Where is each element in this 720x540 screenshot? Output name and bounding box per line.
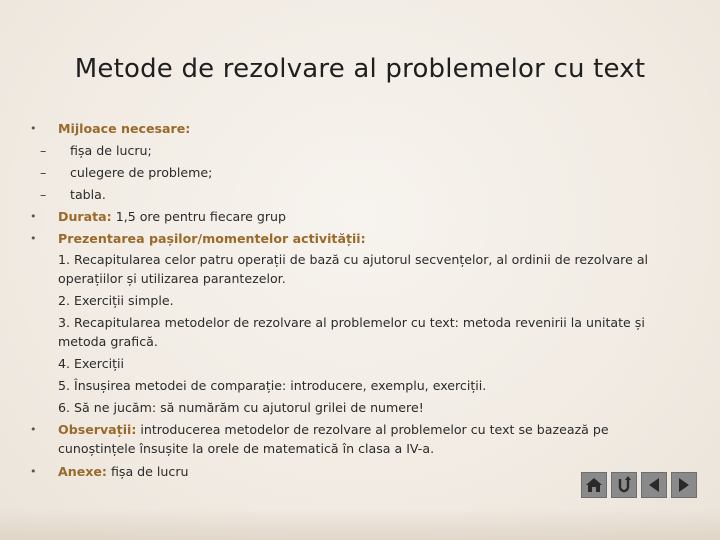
bottom-band [0,508,720,540]
step-line [30,398,690,417]
next-button[interactable] [671,472,697,498]
item-label: Mijloace necesare: [58,121,191,136]
item-label: Durata: [58,209,112,224]
item-label: Anexe: [58,464,107,479]
bullet-item-observations [30,420,690,458]
dash-icon: – [40,187,47,202]
step-line [30,376,690,395]
bullet-icon: • [30,232,37,245]
step-text: 4. Exerciții [58,356,125,371]
item-label: Prezentarea pașilor/momentelor activității: [58,231,366,246]
step-line [30,291,690,310]
item-text: introducerea metodelor de rezolvare al problemelor cu text se bazează pe cunoștințele însușite la orele de matematică în clasa a IV-a. [58,422,609,456]
sub-item [30,184,690,206]
step-text: 2. Exerciții simple. [58,293,174,308]
step-text: 1. Recapitularea celor patru operații de bază cu ajutorul secvențelor, al ordinii de rezolvare al operațiilor și utilizarea parantezelor. [58,252,649,286]
step-line [30,250,690,288]
sub-item-text: fișa de lucru; [70,143,152,158]
bullet-item-duration [30,206,690,228]
previous-button[interactable] [641,472,667,498]
item-text: fișa de lucru [106,464,189,479]
sub-item-text: tabla. [70,187,106,202]
sub-item-text: culegere de probleme; [70,165,213,180]
previous-icon [646,477,662,493]
return-icon [615,476,633,494]
sub-item [30,162,690,184]
bullet-icon: • [30,210,37,223]
home-button[interactable] [581,472,607,498]
sub-item [30,140,690,162]
step-line [30,354,690,373]
dash-icon: – [40,165,47,180]
home-icon [585,477,603,493]
return-button[interactable] [611,472,637,498]
item-label: Observații: [58,422,137,437]
next-icon [676,477,692,493]
bullet-item-materials [30,118,690,140]
bullet-icon: • [30,122,37,135]
bullet-icon: • [30,465,37,478]
bullet-icon: • [30,423,37,436]
slide-title: Metode de rezolvare al problemelor cu text [74,54,646,84]
slide-content [30,118,690,483]
dash-icon: – [40,143,47,158]
bullet-item-steps [30,228,690,250]
step-text: 6. Să ne jucăm: să numărăm cu ajutorul grilei de numere! [58,400,424,415]
step-line [30,313,690,351]
step-text: 5. Însușirea metodei de comparație: introducere, exemplu, exerciții. [58,378,487,393]
item-text: 1,5 ore pentru fiecare grup [111,209,287,224]
step-text: 3. Recapitularea metodelor de rezolvare al problemelor cu text: metoda revenirii la unitate și metoda grafică. [58,315,645,349]
